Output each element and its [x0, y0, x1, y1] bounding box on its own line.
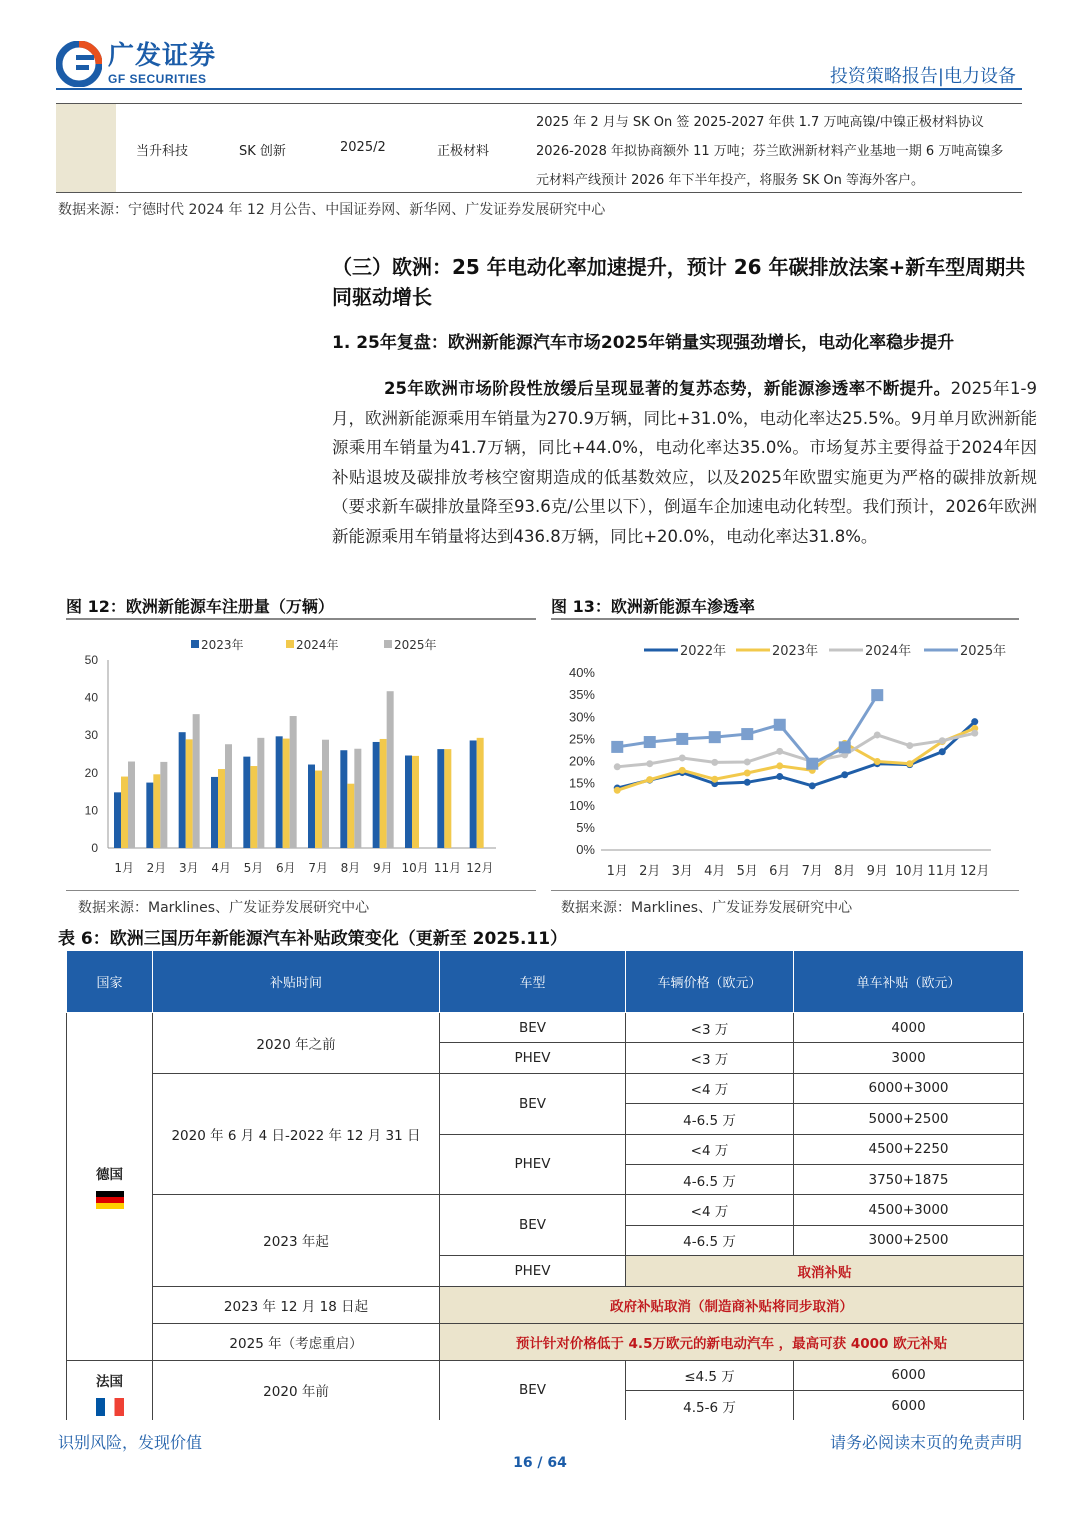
table-cell: 2023 年 12 月 18 日起	[153, 1286, 440, 1323]
subsection-title: 1. 25年复盘：欧洲新能源汽车市场2025年销量实现强劲增长，电动化率稳步提升	[332, 333, 955, 353]
legend-swatch	[191, 640, 199, 648]
table-cell: ≤4.5 万	[626, 1360, 794, 1390]
fig12-title: 图 12：欧洲新能源车注册量（万辆）	[66, 597, 334, 616]
page-number: 16 / 64	[513, 1455, 567, 1471]
table-cell: 2023 年起	[153, 1195, 440, 1286]
marker-2022年-12月	[971, 718, 978, 725]
table-cell: <3 万	[626, 1013, 794, 1043]
marker-2025年-7月	[806, 758, 818, 770]
table-cell: 4-6.5 万	[626, 1225, 794, 1255]
bar-2024年-8月	[347, 784, 354, 848]
table-cell: <4 万	[626, 1134, 794, 1164]
header-divider	[56, 88, 1022, 90]
marker-2025年-1月	[611, 741, 623, 753]
legend-label: 2025年	[960, 644, 1007, 659]
previous-table-row	[56, 103, 1022, 193]
y-tick-label: 10%	[568, 797, 595, 813]
table-cell: BEV	[440, 1360, 626, 1421]
body-paragraph	[332, 374, 1037, 552]
x-tick-label: 3月	[179, 861, 199, 875]
marker-2023年-4月	[711, 776, 718, 783]
bar-2023年-11月	[437, 749, 444, 848]
legend-label: 2025年	[394, 638, 437, 652]
x-tick-label: 4月	[704, 864, 726, 879]
y-tick-label: 10	[84, 803, 98, 818]
bar-2025年-6月	[290, 716, 297, 848]
x-tick-label: 7月	[308, 861, 328, 875]
y-tick-label: 15%	[568, 775, 595, 791]
bar-2025年-5月	[257, 738, 264, 848]
marker-2022年-8月	[841, 771, 848, 778]
marker-2024年-2月	[646, 760, 653, 767]
highlight-cell: 预计针对价格低于 4.5万欧元的新电动汽车 ，最高可获 4000 欧元补贴	[440, 1323, 1024, 1360]
subsidy-table	[66, 950, 1024, 1421]
x-tick-label: 1月	[606, 864, 628, 879]
table-cell: BEV	[440, 1013, 626, 1043]
table-cell: 4500+2250	[794, 1134, 1024, 1164]
bar-2025年-1月	[128, 762, 135, 848]
marker-2023年-10月	[906, 760, 913, 767]
marker-2024年-9月	[874, 731, 881, 738]
x-tick-label: 7月	[801, 864, 823, 879]
bar-2024年-10月	[412, 756, 419, 848]
bar-2025年-4月	[225, 744, 232, 848]
bar-2024年-1月	[121, 777, 128, 848]
table6-title: 表 6：欧洲三国历年新能源汽车补贴政策变化（更新至 2025.11）	[58, 929, 568, 949]
x-tick-label: 1月	[114, 861, 134, 875]
marker-2025年-3月	[676, 733, 688, 745]
x-tick-label: 2月	[639, 864, 661, 879]
x-tick-label: 2月	[146, 861, 167, 875]
description-cell: 2025 年 2 月与 SK On 签 2025-2027 年供 1.7 万吨高镍/中镍正极材料协议 2026-2028 年拟协商额外 11 万吨；芬兰欧洲新材料产业基地一期 6 万吨高镍多元材料产线预计 2026 年下半年投产，将服务 SK On 等海外客户。	[536, 115, 1004, 188]
table-cell: 6000	[794, 1390, 1024, 1420]
marker-2024年-4月	[711, 759, 718, 766]
y-tick-label: 25%	[568, 731, 595, 747]
marker-2022年-5月	[744, 779, 751, 786]
highlight-cell: 取消补贴	[626, 1256, 1024, 1286]
legend-label: 2024年	[296, 638, 339, 652]
table-cell: PHEV	[440, 1256, 626, 1286]
x-tick-label: 3月	[671, 864, 693, 879]
marker-2023年-2月	[646, 776, 653, 783]
table-cell: BEV	[440, 1195, 626, 1256]
y-tick-label: 30	[84, 728, 98, 743]
fig13-rule	[551, 618, 1019, 620]
table-cell: 4500+3000	[794, 1195, 1024, 1225]
y-tick-label: 40%	[568, 665, 595, 680]
bar-2025年-9月	[387, 691, 394, 848]
marker-2022年-7月	[809, 782, 816, 789]
paragraph-lead: 25年欧洲市场阶段性放缓后呈现显著的复苏态势，新能源渗透率不断提升。	[384, 379, 951, 398]
table-cell: 4-6.5 万	[626, 1164, 794, 1194]
bar-2023年-5月	[243, 757, 250, 848]
bar-2025年-7月	[322, 740, 329, 848]
table-cell: 3750+1875	[794, 1164, 1024, 1194]
fig13-title: 图 13：欧洲新能源车渗透率	[551, 597, 755, 616]
marker-2023年-6月	[776, 762, 783, 769]
fig13-source: 数据来源：Marklines、广发证券发展研究中心	[561, 900, 853, 916]
marker-2023年-3月	[679, 767, 686, 774]
bar-2024年-2月	[153, 774, 160, 848]
bar-2024年-6月	[283, 739, 290, 848]
bar-2024年-7月	[315, 771, 322, 848]
marker-2023年-5月	[744, 770, 751, 777]
row-shade	[56, 104, 116, 192]
marker-2025年-6月	[774, 719, 786, 731]
marker-2024年-3月	[679, 754, 686, 761]
bar-2025年-2月	[160, 762, 167, 848]
y-tick-label: 20%	[568, 753, 595, 769]
x-tick-label: 10月	[894, 864, 925, 879]
table-cell: 6000+3000	[794, 1073, 1024, 1103]
x-tick-label: 4月	[211, 861, 231, 875]
header-model: 车型	[440, 951, 626, 1013]
bar-2023年-9月	[373, 742, 380, 848]
country-germany: 德国	[67, 1013, 153, 1361]
table-cell: <3 万	[626, 1043, 794, 1073]
x-tick-label: 5月	[243, 861, 264, 875]
marker-2024年-12月	[971, 730, 978, 737]
header-country: 国家	[67, 951, 153, 1013]
bar-2024年-12月	[477, 738, 484, 848]
y-tick-label: 5%	[576, 819, 595, 835]
bar-2023年-3月	[179, 732, 186, 848]
marker-2024年-10月	[906, 742, 913, 749]
table-cell: PHEV	[440, 1134, 626, 1195]
bar-2024年-9月	[380, 739, 387, 848]
table-cell: 5000+2500	[794, 1104, 1024, 1134]
x-tick-label: 11月	[927, 864, 958, 879]
legend-swatch	[384, 640, 392, 648]
y-tick-label: 50	[84, 653, 98, 667]
marker-2022年-11月	[939, 748, 946, 755]
marker-2025年-2月	[644, 736, 656, 748]
table-cell: 4-6.5 万	[626, 1104, 794, 1134]
marker-2024年-1月	[614, 763, 621, 770]
header-price: 车辆价格（欧元）	[626, 951, 794, 1013]
marker-2025年-4月	[709, 731, 721, 743]
x-tick-label: 9月	[373, 861, 393, 875]
partner-cell: SK 创新	[239, 144, 286, 159]
fig12-bottom-rule	[66, 890, 536, 891]
line-series-2024年	[617, 733, 975, 767]
highlight-cell: 政府补贴取消（制造商补贴将同步取消）	[440, 1286, 1024, 1323]
line-chart	[551, 628, 1019, 886]
table-cell: 6000	[794, 1360, 1024, 1390]
marker-2025年-5月	[741, 728, 753, 740]
footer-disclaimer: 请务必阅读末页的免责声明	[829, 1433, 1022, 1452]
paragraph-body: 2025年1-9月，欧洲新能源乘用车销量为270.9万辆，同比+31.0%，电动化率达25.5%。9月单月欧洲新能源乘用车销量为41.7万辆，同比+44.0%，电动化率达35.0%。市场复苏主要得益于2024年因补贴退坡及碳排放考核空窗期造成的低基数效应，以及2025年欧盟实施更为严格的碳排放新规（要求新车碳排放量降至93.6克/公里以下），倒逼车企加速电动化转型。我们预计，2026年欧洲新能源乘用车销量将达到436.8万辆，同比+20.0%，电动化率达31.8%。	[332, 379, 1037, 546]
x-tick-label: 8月	[340, 861, 361, 875]
section-title: （三）欧洲：25 年电动化率加速提升，预计 26 年碳排放法案+新车型周期共同驱动增长	[332, 255, 1026, 309]
marker-2024年-5月	[744, 758, 751, 765]
marker-2024年-11月	[939, 737, 946, 744]
france-flag-icon	[96, 1398, 124, 1416]
company-cell: 当升科技	[136, 144, 189, 159]
x-tick-label: 6月	[276, 861, 296, 875]
legend-label: 2024年	[865, 644, 912, 659]
table-cell: <4 万	[626, 1073, 794, 1103]
table-cell: <4 万	[626, 1195, 794, 1225]
x-tick-label: 10月	[401, 861, 429, 875]
table-cell: PHEV	[440, 1043, 626, 1073]
y-tick-label: 35%	[568, 687, 595, 703]
brand-en: GF SECURITIES	[108, 72, 207, 86]
table-cell: 2020 年之前	[153, 1013, 440, 1074]
x-tick-label: 6月	[769, 864, 791, 879]
gf-logo-icon	[56, 41, 102, 87]
bar-2025年-3月	[193, 714, 200, 848]
company-logo	[56, 40, 216, 88]
germany-flag-icon	[96, 1191, 124, 1209]
footer-slogan: 识别风险，发现价值	[58, 1430, 206, 1453]
y-tick-label: 0	[91, 841, 98, 855]
bar-2023年-1月	[114, 792, 121, 848]
legend-label: 2022年	[680, 644, 727, 659]
bar-2025年-8月	[354, 749, 361, 848]
country-france: 法国	[67, 1360, 153, 1421]
source-top: 数据来源：宁德时代 2024 年 12 月公告、中国证券网、新华网、广发证券发展研究中心	[58, 202, 606, 218]
category-cell: 正极材料	[437, 144, 490, 159]
y-tick-label: 30%	[568, 709, 595, 725]
bar-2023年-10月	[405, 756, 412, 848]
bar-2023年-2月	[146, 783, 153, 848]
legend-label: 2023年	[201, 638, 244, 652]
header-time: 补贴时间	[153, 951, 440, 1013]
bar-2023年-4月	[211, 777, 218, 848]
table-cell: BEV	[440, 1073, 626, 1134]
bar-2024年-3月	[186, 739, 193, 848]
bar-2024年-4月	[218, 769, 225, 848]
y-tick-label: 40	[84, 690, 98, 705]
date-cell: 2025/2	[340, 140, 386, 155]
table-cell: 2020 年前	[153, 1360, 440, 1421]
marker-2023年-9月	[874, 758, 881, 765]
y-tick-label: 20	[84, 765, 98, 780]
x-tick-label: 9月	[866, 864, 888, 879]
fig12-source: 数据来源：Marklines、广发证券发展研究中心	[78, 900, 370, 916]
legend-label: 2023年	[772, 644, 819, 659]
marker-2024年-6月	[776, 748, 783, 755]
bar-2024年-5月	[250, 766, 257, 848]
report-type: 投资策略报告|电力设备	[829, 66, 1016, 87]
fig12-rule	[66, 618, 536, 620]
y-tick-label: 0%	[576, 842, 595, 857]
marker-2022年-6月	[776, 773, 783, 780]
table-cell: 4.5-6 万	[626, 1390, 794, 1420]
table-cell: 3000+2500	[794, 1225, 1024, 1255]
header-subsidy: 单车补贴（欧元）	[794, 951, 1024, 1013]
bar-2023年-12月	[470, 740, 477, 848]
legend-swatch	[286, 640, 294, 648]
x-tick-label: 5月	[736, 864, 758, 879]
marker-2025年-9月	[871, 689, 883, 701]
table-cell: 2025 年（考虑重启）	[153, 1323, 440, 1360]
table-cell: 2020 年 6 月 4 日-2022 年 12 月 31 日	[153, 1073, 440, 1195]
brand-cn: 广发证券	[108, 41, 217, 71]
fig13-bottom-rule	[551, 890, 1019, 891]
x-tick-label: 8月	[834, 864, 856, 879]
table-cell: 3000	[794, 1043, 1024, 1073]
x-tick-label: 11月	[433, 861, 462, 875]
x-tick-label: 12月	[466, 861, 494, 875]
marker-2023年-1月	[614, 787, 621, 794]
bar-2023年-6月	[276, 736, 283, 848]
bar-2023年-7月	[308, 765, 315, 848]
bar-chart	[66, 628, 536, 886]
x-tick-label: 12月	[959, 864, 990, 879]
table-cell: 4000	[794, 1013, 1024, 1043]
bar-2024年-11月	[444, 749, 451, 848]
marker-2025年-8月	[839, 741, 851, 753]
bar-2023年-8月	[340, 750, 347, 848]
